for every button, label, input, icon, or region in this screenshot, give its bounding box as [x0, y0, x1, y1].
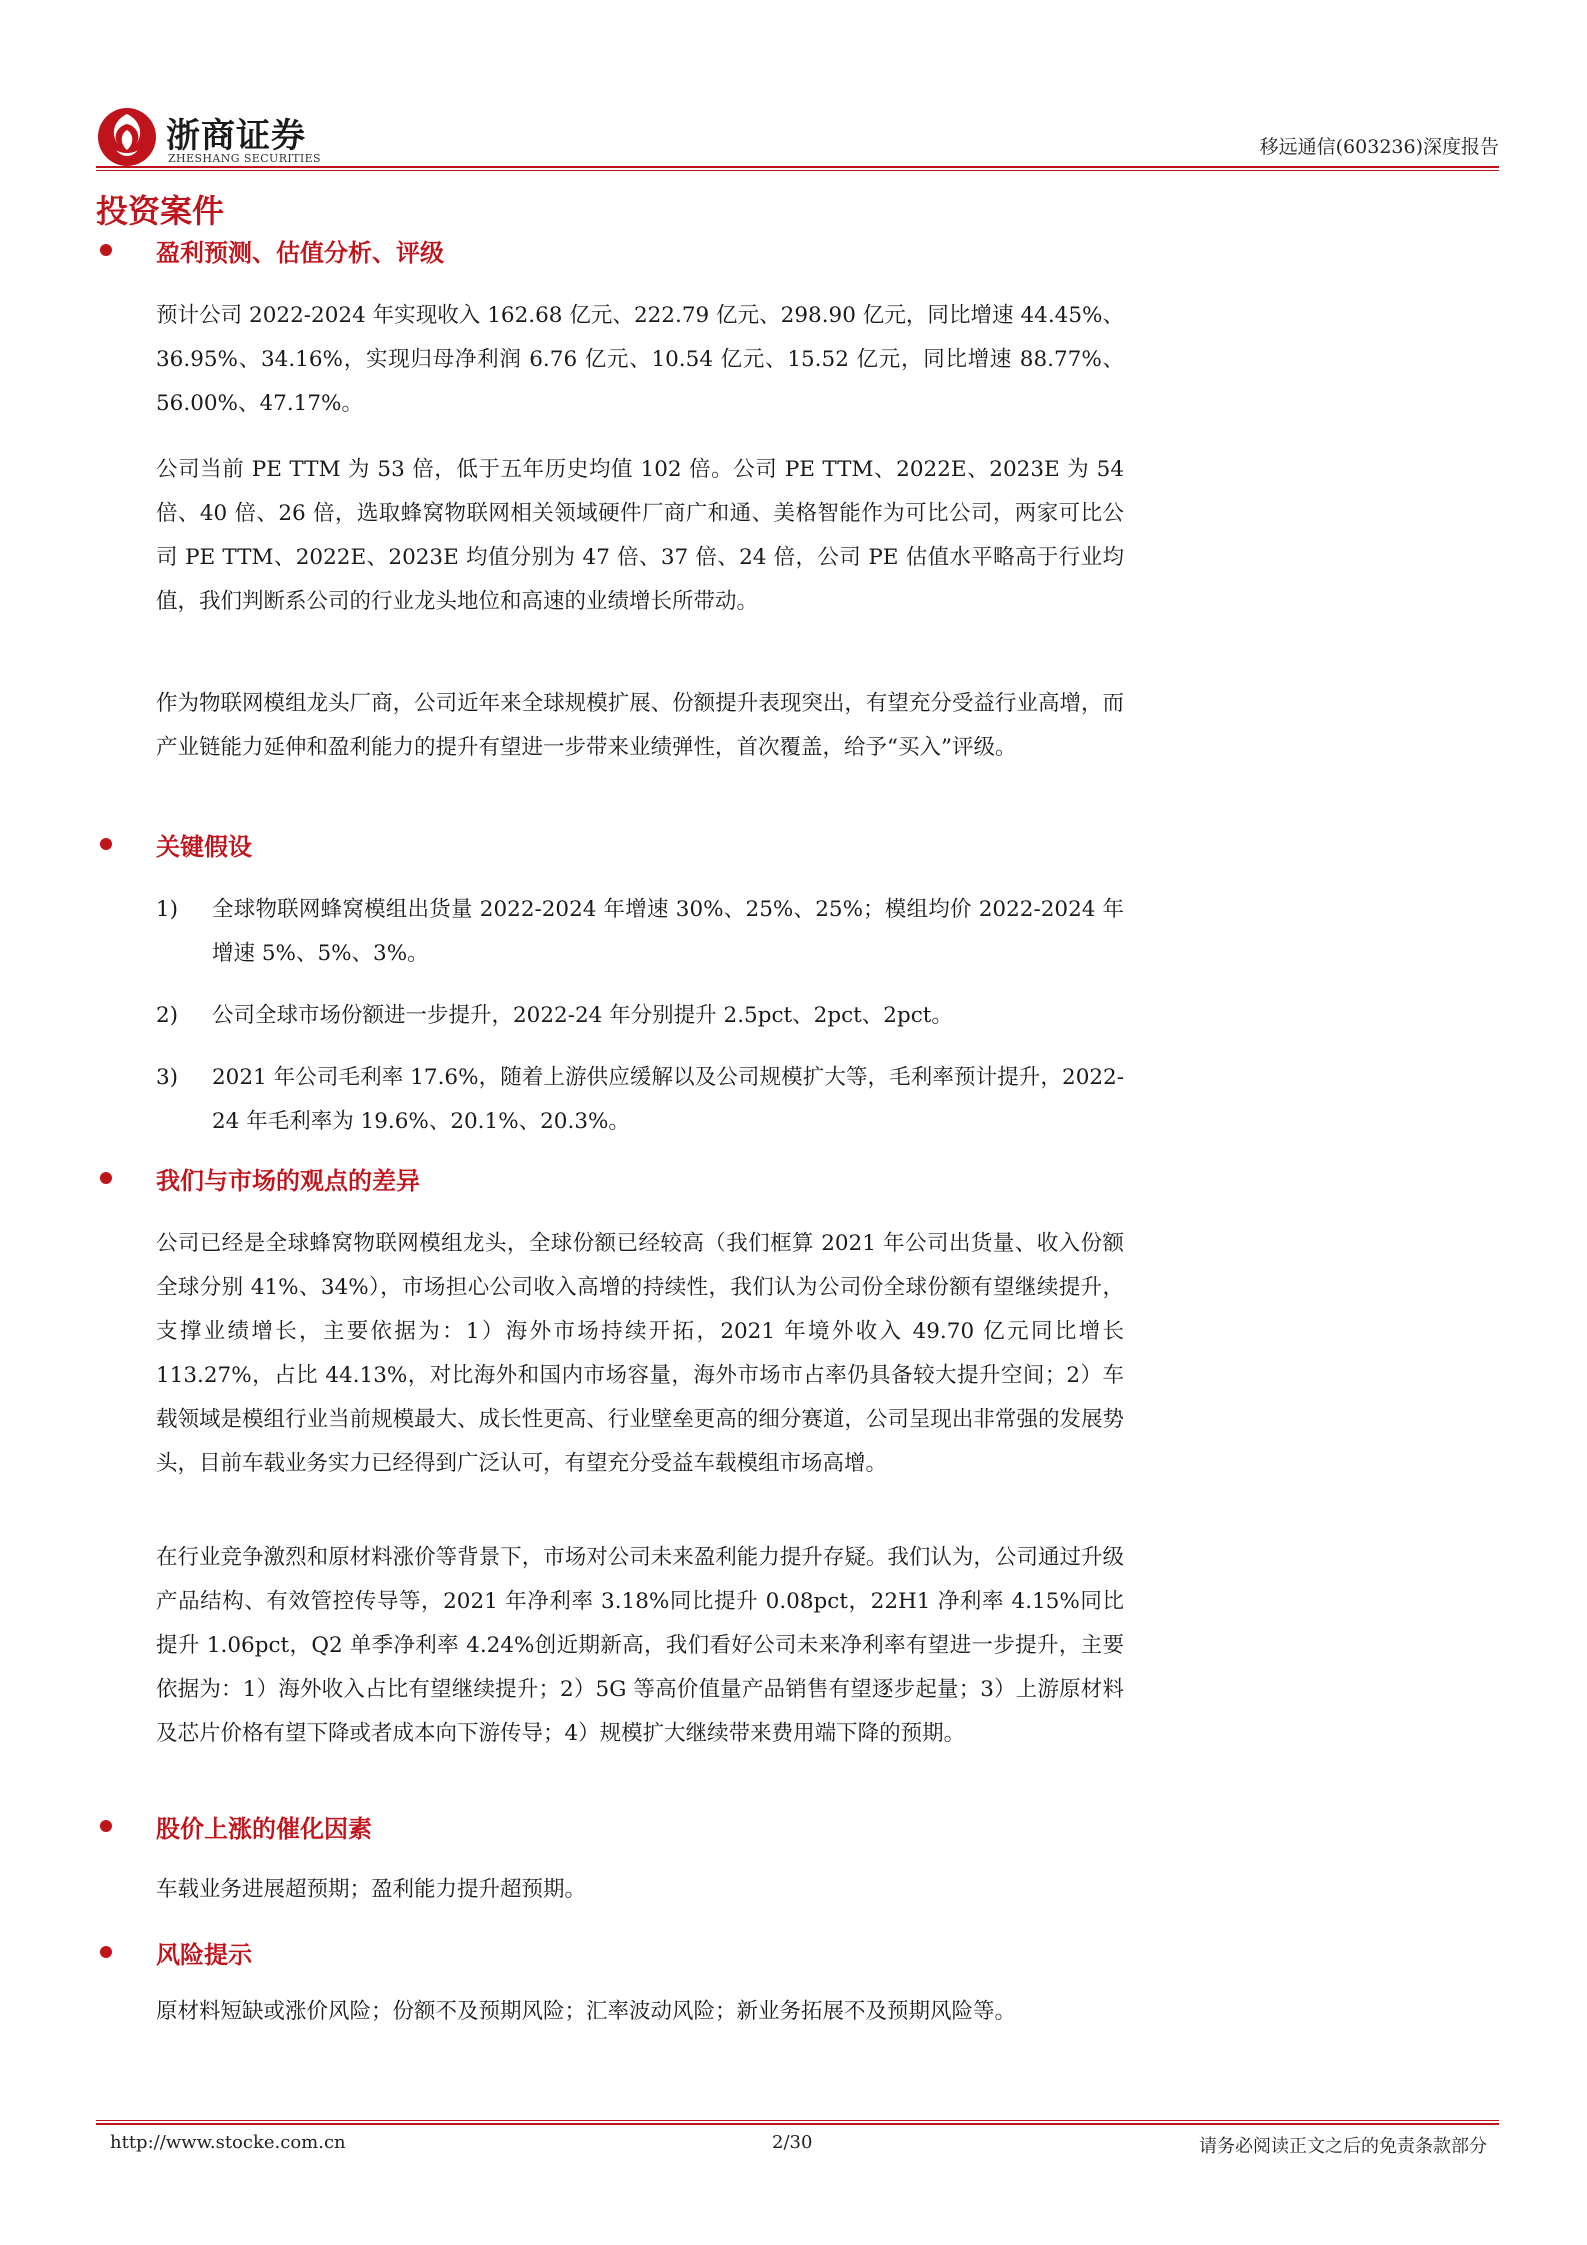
bullet-icon — [100, 838, 112, 850]
bullet-icon — [100, 1820, 112, 1832]
list-item-text: 全球物联网蜂窝模组出货量 2022-2024 年增速 30%、25%、25%；模组均价 2022-2024 年增速 5%、5%、3%。 — [212, 897, 1124, 966]
footer-url-link[interactable]: http://www.stocke.com.cn — [110, 2132, 346, 2153]
list-item — [156, 1056, 1124, 1144]
section-market-differences — [96, 1160, 420, 1196]
logo-name-cn: 浙商证券 — [166, 116, 306, 156]
section-catalysts — [96, 1808, 372, 1844]
report-title: 移远通信(603236)深度报告 — [1259, 136, 1499, 158]
paragraph: 作为物联网模组龙头厂商，公司近年来全球规模扩展、份额提升表现突出，有望充分受益行业高增，而产业链能力延伸和盈利能力的提升有望进一步带来业绩弹性，首次覆盖，给予“买入”评级。 — [156, 691, 1124, 760]
page-heading: 投资案件 — [96, 192, 225, 230]
section-risks — [96, 1934, 252, 1970]
paragraph: 在行业竞争激烈和原材料涨价等背景下，市场对公司未来盈利能力提升存疑。我们认为，公司通过升级产品结构、有效管控传导等，2021 年净利率 3.18%同比提升 0.08pct，22H1 净利率 4.15%同比提升 1.06pct，Q2 单季净利率 4.24%创近期新高，我们看好公司未来净利率有望进一步提升，主要依据为：1）海外收入占比有望继续提升；2）5G 等高价值量产品销售有望逐步起量；3）上游原材料及芯片价格有望下降或者成本向下游传导；4）规模扩大继续带来费用端下降的预期。 — [156, 1545, 1124, 1746]
bullet-icon — [100, 1946, 112, 1958]
section-title: 风险提示 — [156, 1940, 252, 1969]
bullet-icon — [100, 244, 112, 256]
list-item-text: 公司全球市场份额进一步提升，2022-24 年分别提升 2.5pct、2pct、2pct。 — [212, 1003, 953, 1028]
header-divider-thin — [96, 170, 1499, 171]
paragraph: 公司当前 PE TTM 为 53 倍，低于五年历史均值 102 倍。公司 PE TTM、2022E、2023E 为 54 倍、40 倍、26 倍，选取蜂窝物联网相关领域硬件厂商广和通、美格智能作为可比公司，两家可比公司 PE TTM、2022E、2023E 均值分别为 47 倍、37 倍、24 倍，公司 PE 估值水平略高于行业均值，我们判断系公司的行业龙头地位和高速的业绩增长所带动。 — [156, 457, 1124, 614]
list-item-number: 2) — [156, 1003, 179, 1028]
zheshang-logo-icon — [96, 106, 158, 168]
paragraph: 原材料短缺或涨价风险；份额不及预期风险；汇率波动风险；新业务拓展不及预期风险等。 — [156, 1999, 1017, 2024]
section-title: 我们与市场的观点的差异 — [156, 1166, 420, 1195]
footer-divider-thin — [96, 2120, 1499, 2121]
list-item-text: 2021 年公司毛利率 17.6%，随着上游供应缓解以及公司规模扩大等，毛利率预计提升，2022-24 年毛利率为 19.6%、20.1%、20.3%。 — [212, 1065, 1124, 1134]
list-item — [156, 994, 1124, 1038]
section-key-assumptions — [96, 826, 252, 862]
paragraph: 公司已经是全球蜂窝物联网模组龙头，全球份额已经较高（我们框算 2021 年公司出货量、收入份额全球分别 41%、34%），市场担心公司收入高增的持续性，我们认为公司份全球份额有望继续提升，支撑业绩增长，主要依据为：1）海外市场持续开拓，2021 年境外收入 49.70 亿元同比增长 113.27%，占比 44.13%，对比海外和国内市场容量，海外市场市占率仍具备较大提升空间；2）车载领域是模组行业当前规模最大、成长性更高、行业壁垒更高的细分赛道，公司呈现出非常强的发展势头，目前车载业务实力已经得到广泛认可，有望充分受益车载模组市场高增。 — [156, 1231, 1124, 1476]
section-title: 盈利预测、估值分析、评级 — [156, 238, 444, 267]
footer-divider — [96, 2123, 1499, 2125]
paragraph: 预计公司 2022-2024 年实现收入 162.68 亿元、222.79 亿元、298.90 亿元，同比增速 44.45%、36.95%、34.16%，实现归母净利润 6.76 亿元、10.54 亿元、15.52 亿元，同比增速 88.77%、56.00%、47.17%。 — [156, 303, 1124, 416]
header-divider — [96, 166, 1499, 168]
list-item — [156, 888, 1124, 976]
page-number: 2/30 — [772, 2132, 813, 2153]
list-item-number: 3) — [156, 1065, 179, 1090]
list-item-number: 1) — [156, 897, 179, 922]
company-logo — [96, 106, 344, 170]
section-title: 关键假设 — [156, 832, 252, 861]
logo-name-en: ZHESHANG SECURITIES — [168, 152, 321, 165]
bullet-icon — [100, 1172, 112, 1184]
paragraph: 车载业务进展超预期；盈利能力提升超预期。 — [156, 1877, 587, 1902]
disclaimer-note: 请务必阅读正文之后的免责条款部分 — [1199, 2136, 1487, 2157]
section-title: 股价上涨的催化因素 — [156, 1814, 372, 1843]
section-profit-forecast — [96, 232, 444, 268]
